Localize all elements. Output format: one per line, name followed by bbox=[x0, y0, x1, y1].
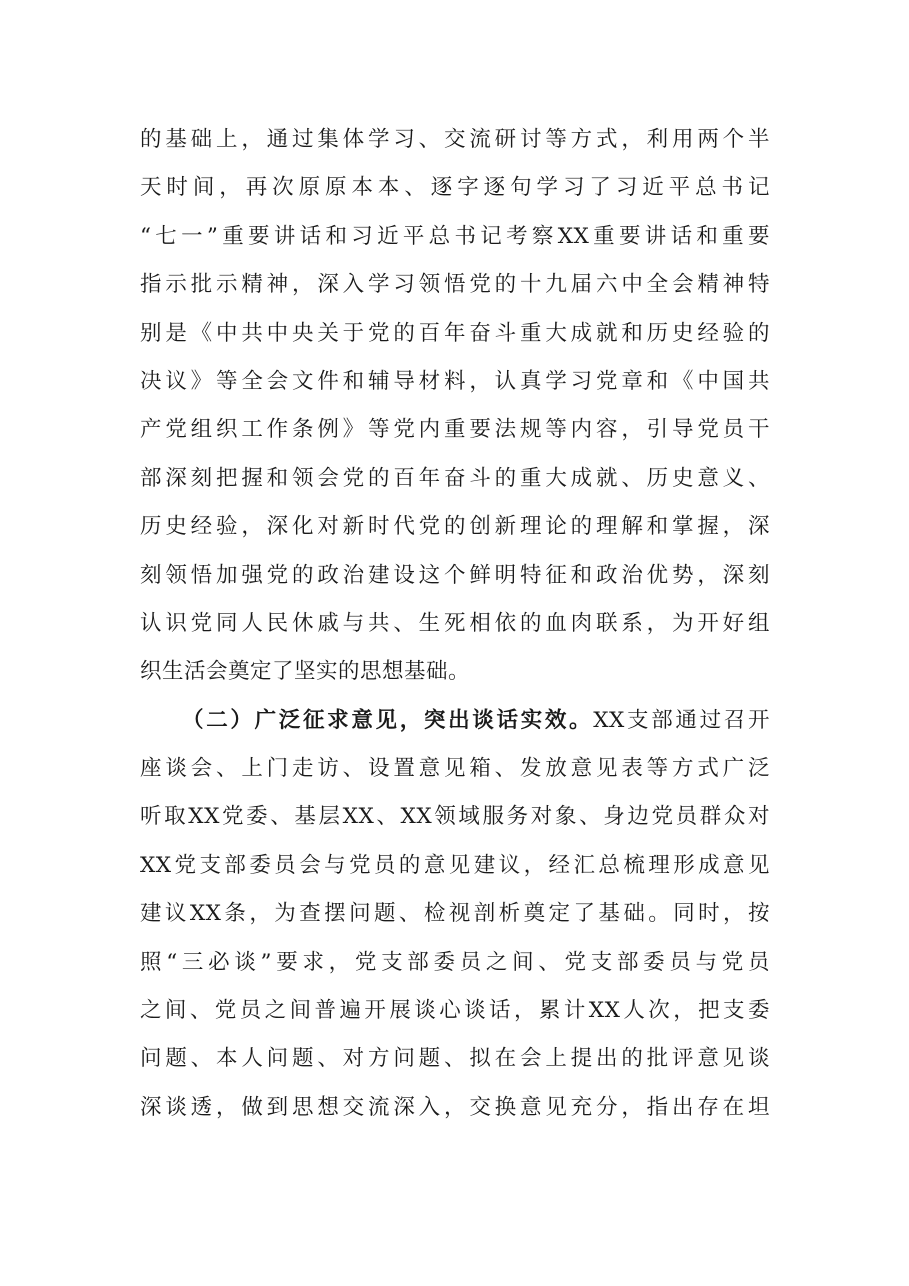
text-line: 座谈会、上门走访、设置意见箱、发放意见表等方式广泛 bbox=[140, 756, 770, 782]
text-line: 产党组织工作条例》等党内重要法规等内容，引导党员干 bbox=[140, 417, 770, 443]
text-line: 织生活会奠定了坚实的思想基础。 bbox=[140, 659, 471, 685]
text-line: XX党支部委员会与党员的意见建议，经汇总梳理形成意见 bbox=[140, 852, 770, 878]
text-line: 的基础上，通过集体学习、交流研讨等方式，利用两个半 bbox=[140, 127, 770, 152]
text-line: 照“三必谈”要求，党支部委员之间、党支部委员与党员 bbox=[140, 949, 770, 975]
text-line: 天时间，再次原原本本、逐字逐句学习了习近平总书记 bbox=[140, 175, 770, 201]
text-fragment: XX支部通过召开 bbox=[593, 707, 770, 733]
paragraph-heading-line bbox=[140, 697, 770, 745]
text-line: 指示批示精神，深入学习领悟党的十九届六中全会精神特 bbox=[140, 272, 770, 298]
text-line: 听取XX党委、基层XX、XX领域服务对象、身边党员群众对 bbox=[140, 804, 770, 830]
text-line: 问题、本人问题、对方问题、拟在会上提出的批评意见谈 bbox=[140, 1046, 770, 1072]
text-line: “七一”重要讲话和习近平总书记考察XX重要讲话和重要 bbox=[140, 223, 770, 249]
text-line: 认识党同人民休戚与共、生死相依的血肉联系，为开好组 bbox=[140, 610, 770, 636]
text-line: 部深刻把握和领会党的百年奋斗的重大成就、历史意义、 bbox=[140, 465, 770, 491]
section-heading: （二）广泛征求意见，突出谈话实效。 bbox=[182, 707, 594, 733]
text-line: 之间、党员之间普遍开展谈心谈话，累计XX人次，把支委 bbox=[140, 998, 770, 1024]
text-line: 深谈透，做到思想交流深入，交换意见充分，指出存在坦 bbox=[140, 1094, 770, 1120]
text-line: 别是《中共中央关于党的百年奋斗重大成就和历史经验的 bbox=[140, 320, 770, 346]
body-text bbox=[140, 116, 770, 1132]
text-line: 刻领悟加强党的政治建设这个鲜明特征和政治优势，深刻 bbox=[140, 562, 770, 588]
text-line: 决议》等全会文件和辅导材料，认真学习党章和《中国共 bbox=[140, 368, 770, 394]
text-line: 建议XX条，为查摆问题、检视剖析奠定了基础。同时，按 bbox=[140, 901, 770, 927]
text-line: 历史经验，深化对新时代党的创新理论的理解和掌握，深 bbox=[140, 514, 770, 540]
